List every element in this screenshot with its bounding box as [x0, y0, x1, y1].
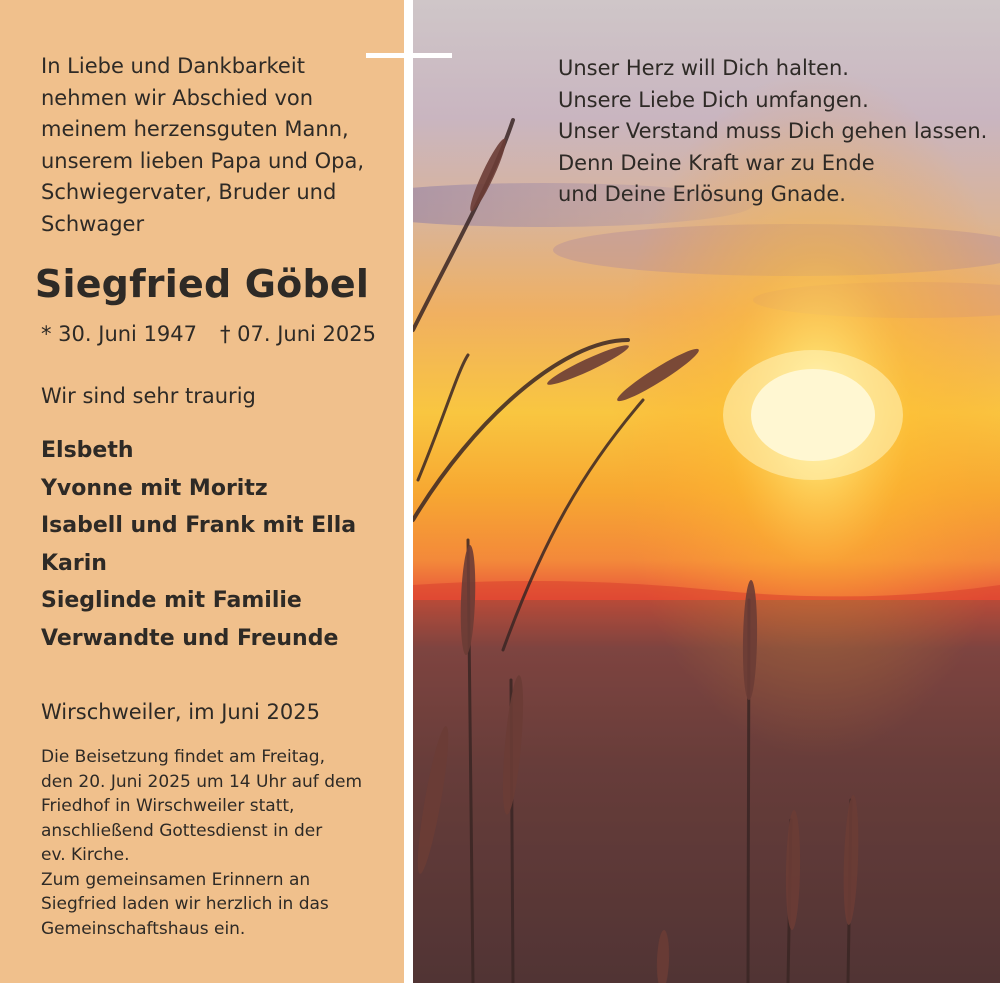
notice-line: anschließend Gottesdienst in der — [41, 820, 323, 841]
intro-line: In Liebe und Dankbarkeit — [41, 54, 305, 78]
intro-line: Schwiegervater, Bruder und — [41, 180, 337, 205]
poem-line: Denn Deine Kraft war zu Ende — [558, 150, 875, 175]
mourner-item: Sieglinde mit Familie — [41, 588, 302, 613]
notice-line: Zum gemeinsamen Erinnern an — [41, 869, 311, 890]
notice-line: Die Beisetzung findet am Freitag, — [41, 747, 325, 767]
cross-icon — [366, 53, 452, 58]
notice-line: den 20. Juni 2025 um 14 Uhr auf dem — [41, 771, 362, 792]
mourner-item: Isabell und Frank mit Ella — [41, 513, 357, 538]
intro-line: Schwager — [41, 211, 145, 236]
mourner-item: Elsbeth — [41, 438, 134, 463]
poem-line: Unser Herz will Dich halten. — [558, 56, 849, 80]
place-date: Wirschweiler, im Juni 2025 — [41, 700, 320, 724]
deceased-name: Siegfried Göbel — [34, 262, 370, 306]
cross-vertical-divider — [404, 0, 413, 983]
notice-line: Friedhof in Wirschweiler statt, — [41, 796, 295, 816]
funeral-notice — [41, 745, 362, 941]
intro-line: nehmen wir Abschied von — [41, 85, 314, 110]
poem-line: Unser Verstand muss Dich gehen lassen. — [558, 119, 988, 143]
death-date: † 07. Juni 2025 — [219, 322, 376, 346]
mourner-item: Verwandte und Freunde — [41, 625, 339, 651]
poem-line: und Deine Erlösung Gnade. — [558, 182, 846, 206]
poem-line: Unsere Liebe Dich umfangen. — [558, 87, 869, 112]
sadness-line: Wir sind sehr traurig — [41, 384, 256, 408]
intro-line: unserem lieben Papa und Opa, — [41, 148, 365, 173]
intro-line: meinem herzensguten Mann, — [41, 117, 349, 142]
notice-line: Gemeinschaftshaus ein. — [41, 918, 246, 939]
poem — [558, 53, 987, 211]
birth-date: * 30. Juni 1947 — [41, 322, 198, 346]
intro-text — [41, 51, 364, 241]
text-panel — [0, 0, 404, 983]
mourners-list — [41, 432, 356, 657]
notice-line: ev. Kirche. — [41, 845, 130, 865]
mourner-item: Yvonne mit Moritz — [41, 475, 268, 501]
mourner-item: Karin — [41, 550, 107, 576]
notice-line: Siegfried laden wir herzlich in das — [41, 894, 329, 914]
